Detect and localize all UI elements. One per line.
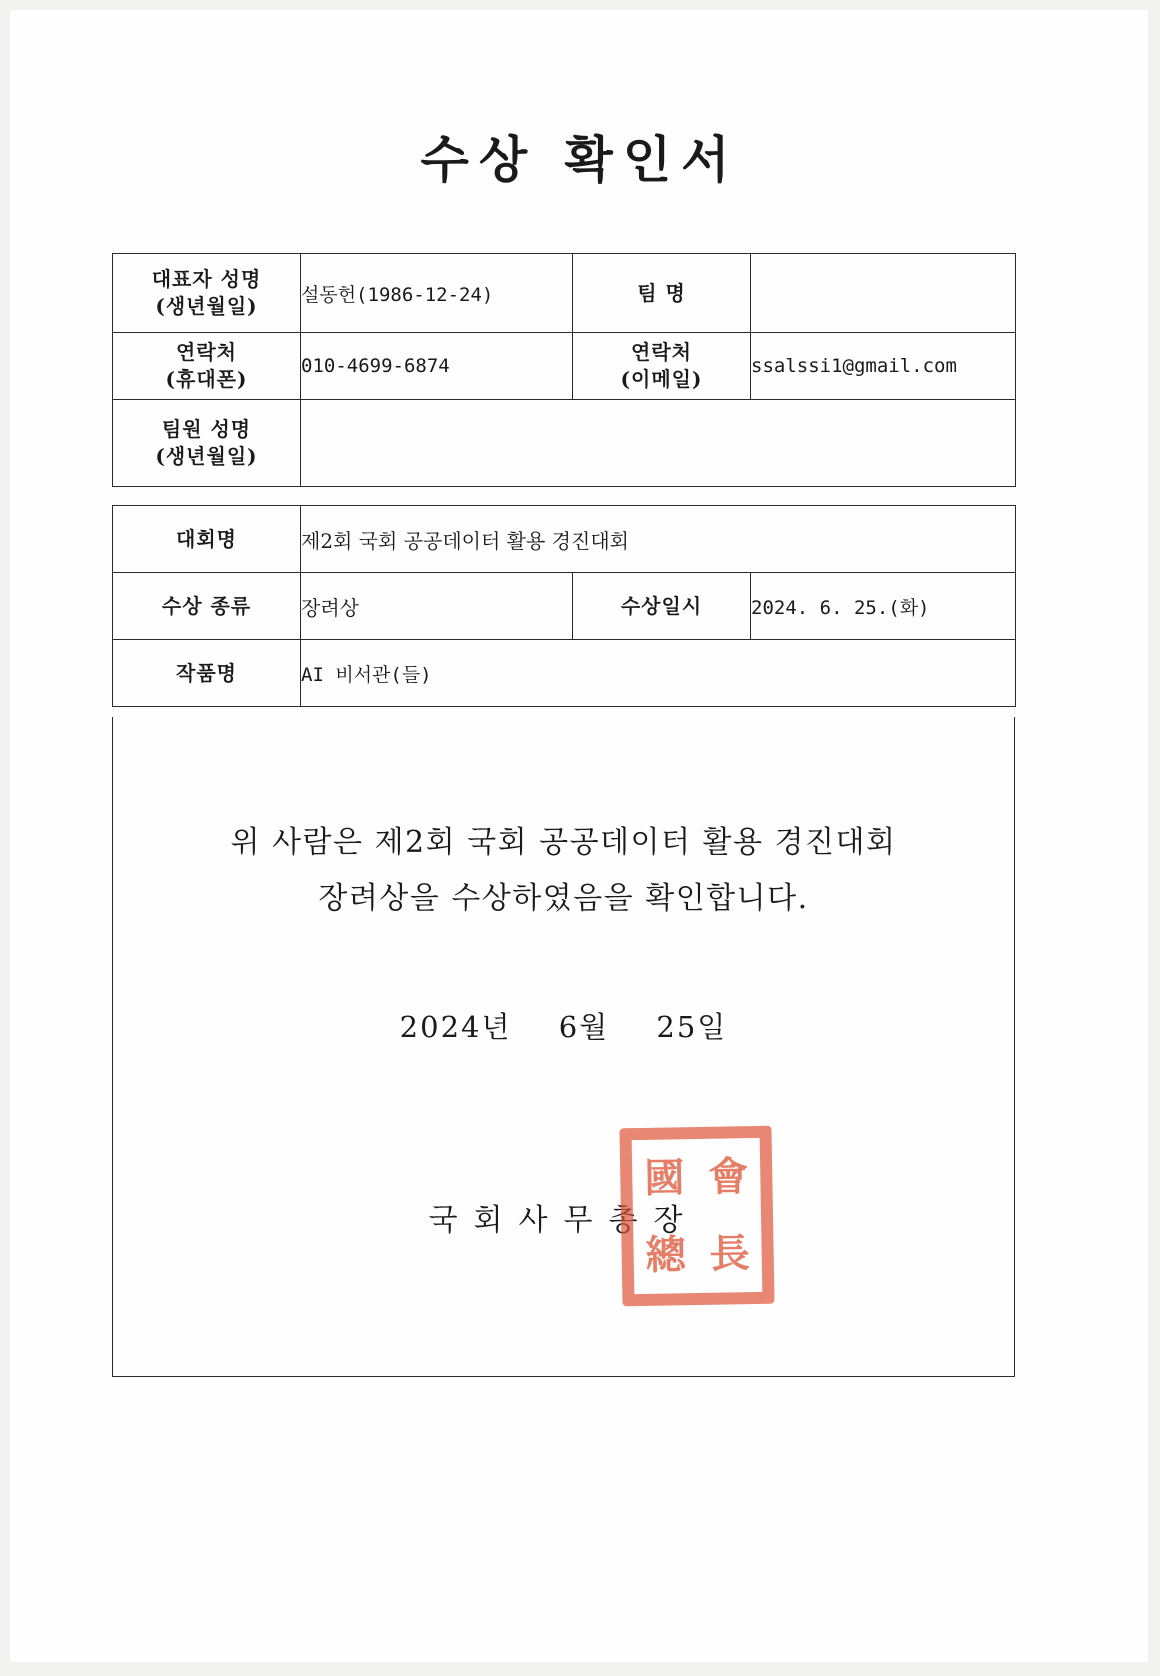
statement-text — [113, 815, 1014, 926]
team-name-label: 팀 명 — [573, 254, 751, 333]
email-label: 연락처 (이메일) — [573, 333, 751, 400]
page-title: 수상 확인서 — [420, 130, 740, 189]
phone-label: 연락처 (휴대폰) — [113, 333, 301, 400]
seal-glyph-2: 會 — [707, 1152, 749, 1201]
work-title-value: AI 비서관(들) — [301, 640, 1016, 707]
table-row — [113, 573, 1016, 640]
issue-date-month: 6월 — [558, 1010, 610, 1044]
certificate-body — [112, 717, 1015, 1377]
table-row — [113, 333, 1016, 400]
issue-date — [113, 1005, 1014, 1046]
rep-name-label: 대표자 성명 (생년월일) — [113, 254, 301, 333]
member-name-label: 팀원 성명 (생년월일) — [113, 400, 301, 487]
contest-label: 대회명 — [113, 506, 301, 573]
scan-edge-top — [0, 0, 1160, 10]
statement-line-1: 위 사람은 제2회 국회 공공데이터 활용 경진대회 — [230, 825, 897, 860]
issue-date-year: 2024년 — [399, 1010, 512, 1044]
table-spacer-row — [113, 487, 1016, 506]
table-row — [113, 506, 1016, 573]
official-seal-stamp — [619, 1126, 774, 1307]
statement-line-2: 장려상을 수상하였음을 확인합니다. — [318, 880, 809, 916]
award-date-value: 2024. 6. 25.(화) — [751, 573, 1016, 640]
scan-edge-left — [0, 0, 10, 1676]
work-title-label: 작품명 — [113, 640, 301, 707]
rep-name-value: 설동헌(1986-12-24) — [301, 254, 573, 333]
table-row — [113, 254, 1016, 333]
seal-glyph-3: 總 — [645, 1230, 687, 1279]
signer-title: 국회사무총장 — [428, 1203, 699, 1238]
phone-value: 010-4699-6874 — [301, 333, 573, 400]
seal-glyphs — [632, 1138, 763, 1294]
email-value: ssalssi1@gmail.com — [751, 333, 1016, 400]
member-name-value — [301, 400, 1016, 487]
team-name-value — [751, 254, 1016, 333]
award-type-value: 장려상 — [301, 573, 573, 640]
table-row — [113, 400, 1016, 487]
table-row — [113, 640, 1016, 707]
table-spacer — [113, 487, 1016, 506]
contest-value: 제2회 국회 공공데이터 활용 경진대회 — [301, 506, 1016, 573]
award-type-label: 수상 종류 — [113, 573, 301, 640]
award-date-label: 수상일시 — [573, 573, 751, 640]
applicant-info-table — [112, 253, 1016, 707]
scan-edge-right — [1148, 0, 1160, 1676]
seal-glyph-1: 國 — [643, 1153, 685, 1202]
issue-date-day: 25일 — [656, 1010, 728, 1044]
scan-edge-bottom — [0, 1662, 1160, 1676]
seal-glyph-4: 長 — [709, 1229, 751, 1278]
